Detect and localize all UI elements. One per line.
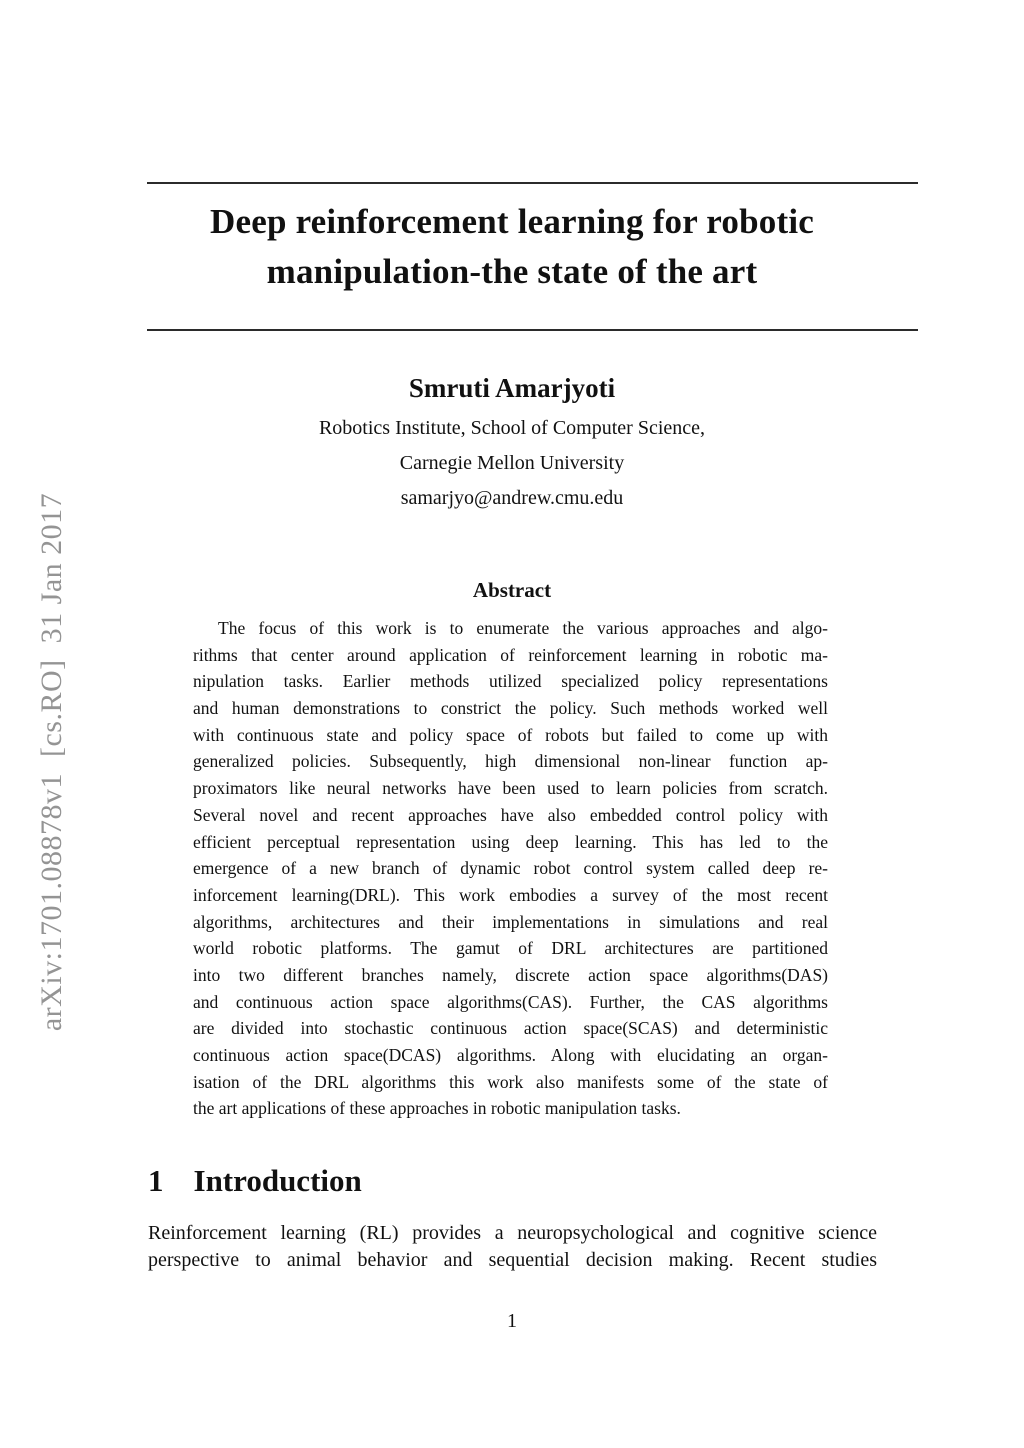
author-name: Smruti Amarjyoti xyxy=(408,373,616,403)
abstract-line: Several novel and recent approaches have also embedded control policy with xyxy=(193,804,828,825)
paper-title xyxy=(0,197,1024,297)
author-affiliation-line1: Robotics Institute, School of Computer Science, xyxy=(318,417,706,439)
abstract-line: nipulation tasks. Earlier methods utilized specialized policy representations xyxy=(193,671,828,692)
author-affiliation-line2: Carnegie Mellon University xyxy=(399,452,625,474)
paper-title-line: manipulation-the state of the art xyxy=(266,252,758,291)
abstract-line: with continuous state and policy space of robots but failed to come up with xyxy=(193,724,828,745)
page-number: 1 xyxy=(507,1310,517,1332)
introduction-paragraph xyxy=(148,1220,877,1273)
abstract-line: emergence of a new branch of dynamic robot control system called deep re- xyxy=(193,858,828,879)
abstract-text xyxy=(193,615,828,1122)
abstract-line: proximators like neural networks have been used to learn policies from scratch. xyxy=(193,778,828,799)
abstract-line: generalized policies. Subsequently, high dimensional non-linear function ap- xyxy=(193,751,828,772)
abstract-line: into two different branches namely, discrete action space algorithms(DAS) xyxy=(193,964,828,985)
title-rule-bottom xyxy=(147,329,918,331)
abstract-line: inforcement learning(DRL). This work embodies a survey of the most recent xyxy=(193,884,828,905)
abstract-line: are divided into stochastic continuous action space(SCAS) and deterministic xyxy=(193,1018,828,1039)
abstract-line: continuous action space(DCAS) algorithms. Along with elucidating an organ- xyxy=(193,1045,828,1065)
introduction-line: Reinforcement learning (RL) provides a neuropsychological and cognitive science xyxy=(148,1222,877,1244)
abstract-line: and human demonstrations to constrict the policy. Such methods worked well xyxy=(193,698,828,719)
section-heading-introduction xyxy=(148,1163,918,1199)
abstract-line: world robotic platforms. The gamut of DRL architectures are partitioned xyxy=(193,938,828,959)
abstract-line: and continuous action space algorithms(CAS). Further, the CAS algorithms xyxy=(193,991,828,1012)
author-email: samarjyo@andrew.cmu.edu xyxy=(400,487,624,509)
section-title: Introduction xyxy=(193,1163,362,1198)
abstract-line: efficient perceptual representation using deep learning. This has led to the xyxy=(193,831,828,852)
abstract-line: algorithms, architectures and their implementations in simulations and real xyxy=(193,911,828,932)
abstract-line: the art applications of these approaches in robotic manipulation tasks. xyxy=(193,1098,681,1119)
introduction-line: perspective to animal behavior and sequential decision making. Recent studies xyxy=(148,1248,877,1271)
abstract-line: rithms that center around application of reinforcement learning in robotic ma- xyxy=(193,644,828,665)
abstract-line: isation of the DRL algorithms this work also manifests some of the state of xyxy=(193,1071,828,1092)
paper-title-line: Deep reinforcement learning for robotic xyxy=(210,202,814,241)
title-rule-top xyxy=(147,182,918,184)
section-number: 1 xyxy=(148,1163,164,1198)
abstract-heading: Abstract xyxy=(472,578,552,602)
arxiv-watermark-text: arXiv:1701.08878v1 [cs.RO] 31 Jan 2017 xyxy=(35,492,68,1032)
abstract-line: The focus of this work is to enumerate the various approaches and algo- xyxy=(218,618,828,638)
